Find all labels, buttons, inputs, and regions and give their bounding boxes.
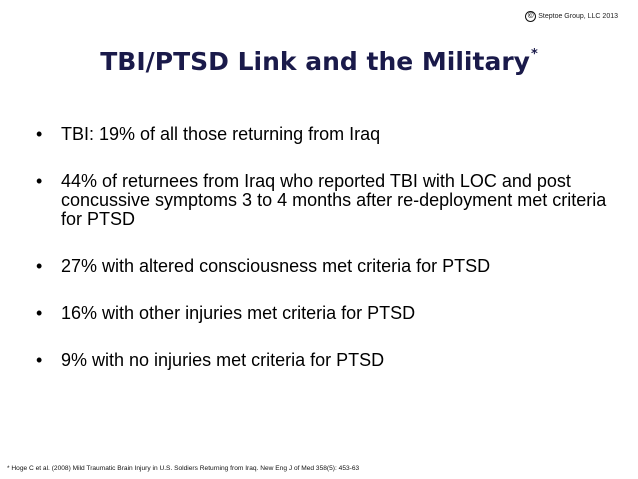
bullet-item: [36, 257, 616, 276]
bullet-text: 9% with no injuries met criteria for PTSD: [61, 350, 385, 370]
bullet-text: 16% with other injuries met criteria for PTSD: [61, 303, 416, 323]
copyright-icon: ©: [525, 11, 536, 22]
slide-title: [0, 47, 638, 76]
slide-title-text: TBI/PTSD Link and the Military: [100, 47, 530, 76]
bullet-icon: •: [36, 124, 43, 144]
bullet-text: 27% with altered consciousness met criteria for PTSD: [61, 256, 491, 276]
bullet-icon: •: [36, 171, 43, 191]
bullet-item: [36, 125, 616, 144]
bullet-item: [36, 172, 616, 229]
bullet-list: [36, 125, 616, 398]
title-footnote-marker: *: [530, 46, 538, 62]
bullet-icon: •: [36, 350, 43, 370]
bullet-text: 44% of returnees from Iraq who reported TBI with LOC and post concussive symptoms 3 to 4 months after re-deployment met criteria for PTSD: [61, 171, 607, 229]
copyright-text: Steptoe Group, LLC 2013: [538, 13, 618, 20]
bullet-item: [36, 351, 616, 370]
bullet-item: [36, 304, 616, 323]
bullet-icon: •: [36, 303, 43, 323]
bullet-text: TBI: 19% of all those returning from Iraq: [61, 124, 381, 144]
bullet-icon: •: [36, 256, 43, 276]
copyright-notice: [525, 11, 618, 22]
footnote-citation: * Hoge C et al. (2008) Mild Traumatic Brain Injury in U.S. Soldiers Returning from Iraq. New Eng J of Med 358(5): 453-63: [7, 465, 360, 472]
